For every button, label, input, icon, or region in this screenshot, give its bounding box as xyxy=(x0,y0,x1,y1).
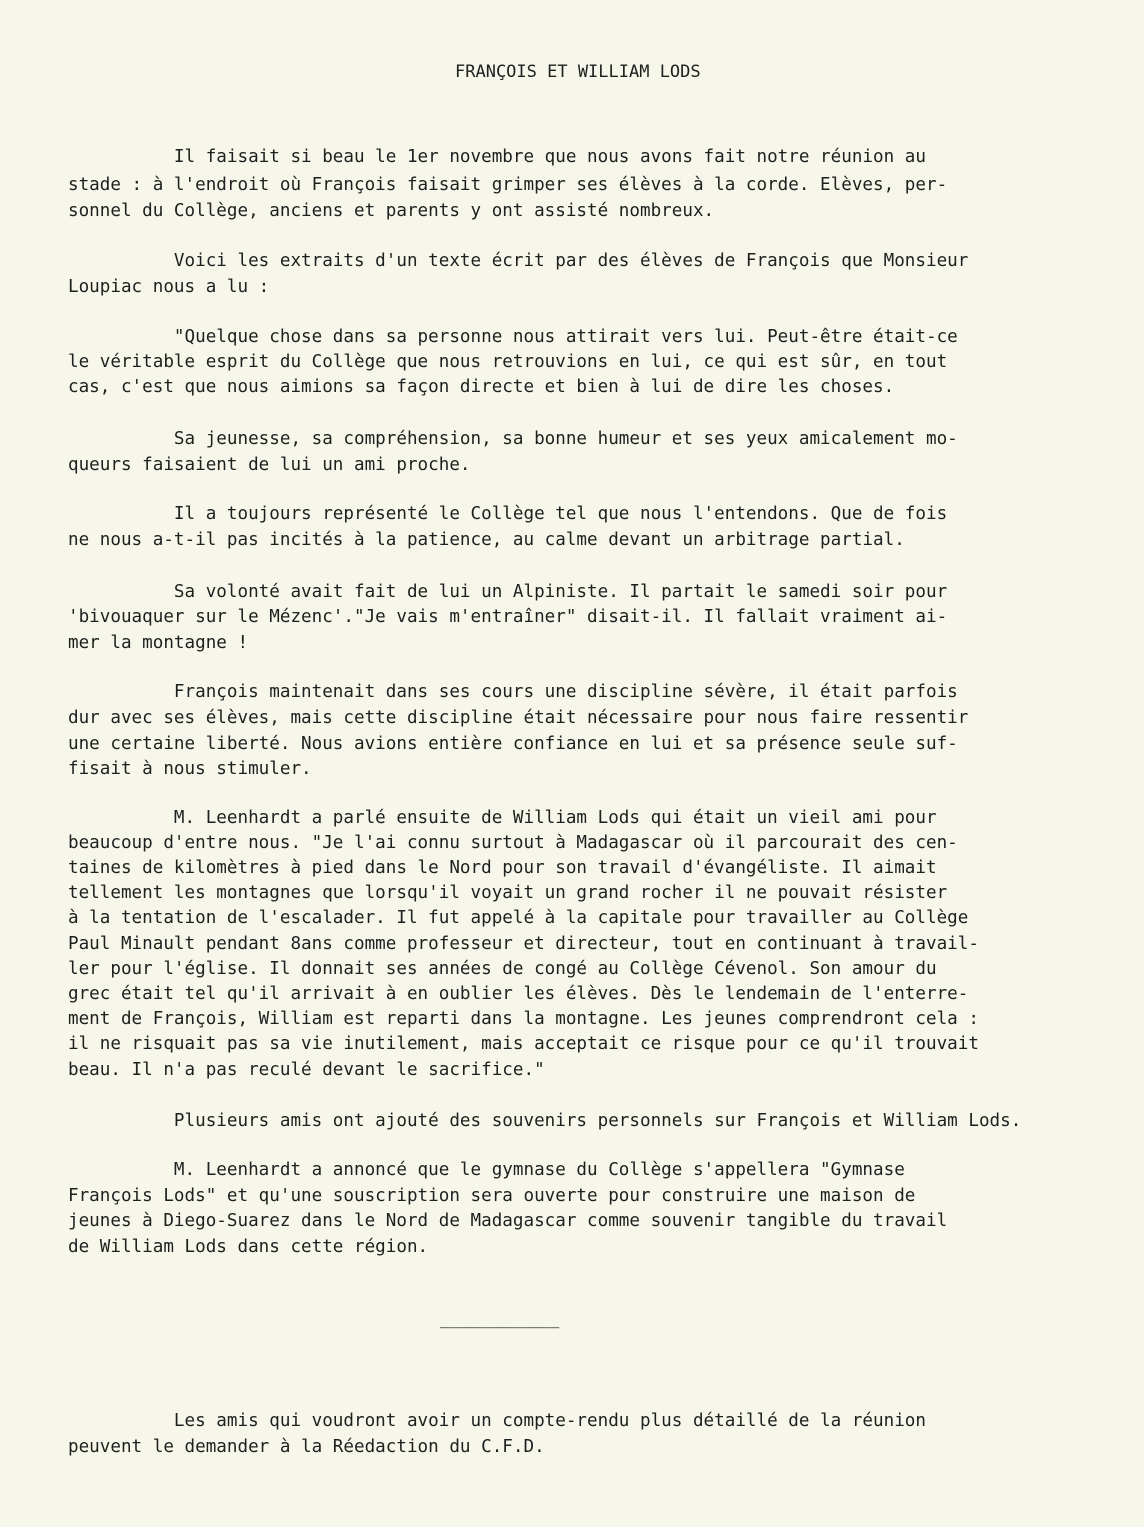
text-line: Sa jeunesse, sa compréhension, sa bonne humeur et ses yeux amicalement mo- xyxy=(68,429,958,449)
text-line: Sa volonté avait fait de lui un Alpiniste. Il partait le samedi soir pour xyxy=(68,582,948,602)
text-line: grec était tel qu'il arrivait à en oublier les élèves. Dès le lendemain de l'enterre- xyxy=(68,984,969,1004)
text-line: beaucoup d'entre nous. "Je l'ai connu surtout à Madagascar où il parcourait des cen- xyxy=(68,833,958,853)
text-line: jeunes à Diego-Suarez dans le Nord de Madagascar comme souvenir tangible du travail xyxy=(68,1211,948,1231)
text-line: M. Leenhardt a parlé ensuite de William Lods qui était un vieil ami pour xyxy=(68,808,937,828)
text-line: "Quelque chose dans sa personne nous attirait vers lui. Peut-être était-ce xyxy=(68,327,958,347)
text-line: beau. Il n'a pas reculé devant le sacrifice." xyxy=(68,1060,545,1080)
text-line: ne nous a-t-il pas incités à la patience, au calme devant un arbitrage partial. xyxy=(68,530,905,550)
text-line: de William Lods dans cette région. xyxy=(68,1237,429,1257)
document-title: FRANÇOIS ET WILLIAM LODS xyxy=(455,62,701,82)
text-line: Paul Minault pendant 8ans comme professeur et directeur, tout en continuant à travail- xyxy=(68,934,979,954)
text-line: Il faisait si beau le 1er novembre que nous avons fait notre réunion au xyxy=(68,147,926,167)
text-line: Les amis qui voudront avoir un compte-rendu plus détaillé de la réunion xyxy=(68,1411,926,1431)
text-line: ment de François, William est reparti dans la montagne. Les jeunes comprendront cela : xyxy=(68,1009,979,1029)
text-line: dur avec ses élèves, mais cette discipline était nécessaire pour nous faire ressentir xyxy=(68,708,969,728)
text-line: à la tentation de l'escalader. Il fut appelé à la capitale pour travailler au Collège xyxy=(68,908,969,928)
text-line: sonnel du Collège, anciens et parents y ont assisté nombreux. xyxy=(68,201,715,221)
text-line: stade : à l'endroit où François faisait grimper ses élèves à la corde. Elèves, per- xyxy=(68,175,948,195)
text-line: Plusieurs amis ont ajouté des souvenirs personnels sur François et William Lods. xyxy=(68,1111,1022,1131)
text-line: M. Leenhardt a annoncé que le gymnase du Collège s'appellera "Gymnase xyxy=(68,1160,905,1180)
show-through-text xyxy=(30,8,171,26)
text-line: il ne risquait pas sa vie inutilement, mais acceptait ce risque pour ce qu'il trouvait xyxy=(68,1034,979,1054)
text-line: taines de kilomètres à pied dans le Nord pour son travail d'évangéliste. Il aimait xyxy=(68,858,937,878)
text-line: peuvent le demander à la Réedaction du C.F.D. xyxy=(68,1437,545,1457)
text-line: Il a toujours représenté le Collège tel que nous l'entendons. Que de fois xyxy=(68,504,948,524)
text-line: François maintenait dans ses cours une discipline sévère, il était parfois xyxy=(68,682,958,702)
text-line: fisait à nous stimuler. xyxy=(68,759,312,779)
text-line: Loupiac nous a lu : xyxy=(68,277,270,297)
text-line: queurs faisaient de lui un ami proche. xyxy=(68,455,471,475)
text-line: 'bivouaquer sur le Mézenc'."Je vais m'entraîner" disait-il. Il fallait vraiment ai- xyxy=(68,607,948,627)
text-line: ler pour l'église. Il donnait ses années de congé au Collège Cévenol. Son amour du xyxy=(68,959,937,979)
text-line: François Lods" et qu'une souscription sera ouverte pour construire une maison de xyxy=(68,1186,916,1206)
section-separator: ___________ xyxy=(440,1308,560,1329)
text-line: une certaine liberté. Nous avions entière confiance en lui et sa présence seule suf- xyxy=(68,734,958,754)
text-line: cas, c'est que nous aimions sa façon directe et bien à lui de dire les choses. xyxy=(68,377,895,397)
text-line: mer la montagne ! xyxy=(68,633,249,653)
text-line: le véritable esprit du Collège que nous retrouvions en lui, ce qui est sûr, en tout xyxy=(68,352,948,372)
text-line: Voici les extraits d'un texte écrit par des élèves de François que Monsieur xyxy=(68,251,969,271)
text-line: tellement les montagnes que lorsqu'il voyait un grand rocher il ne pouvait résister xyxy=(68,883,948,903)
